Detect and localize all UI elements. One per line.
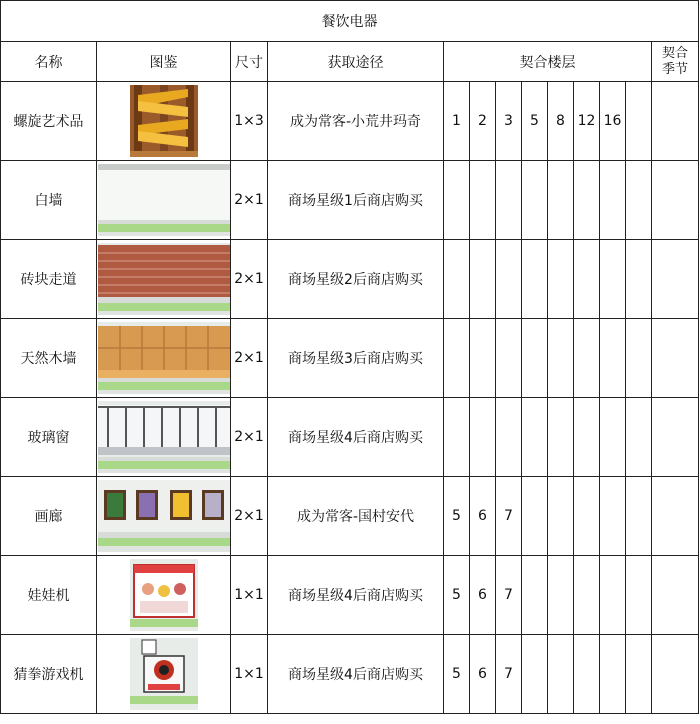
cell-floor bbox=[600, 398, 626, 477]
cell-floor bbox=[522, 319, 548, 398]
cell-floor: 2 bbox=[470, 82, 496, 161]
cell-source: 成为常客-国村安代 bbox=[268, 477, 444, 556]
cell-floor: 12 bbox=[574, 82, 600, 161]
cell-floor bbox=[626, 398, 652, 477]
cell-floor bbox=[626, 556, 652, 635]
cell-floor bbox=[496, 398, 522, 477]
wood-wall-icon bbox=[98, 322, 230, 394]
cell-floor bbox=[626, 240, 652, 319]
cell-source: 商场星级3后商店购买 bbox=[268, 319, 444, 398]
cell-floor bbox=[522, 240, 548, 319]
rps-machine-icon bbox=[130, 638, 198, 710]
cell-image bbox=[97, 240, 231, 319]
cell-name: 天然木墙 bbox=[1, 319, 97, 398]
cell-floor bbox=[600, 477, 626, 556]
table-row bbox=[1, 556, 699, 635]
header-season bbox=[652, 42, 699, 82]
cell-source: 商场星级2后商店购买 bbox=[268, 240, 444, 319]
white-wall-icon bbox=[98, 164, 230, 236]
cell-floor bbox=[574, 319, 600, 398]
cell-image bbox=[97, 635, 231, 714]
cell-floor: 3 bbox=[496, 82, 522, 161]
cell-name: 画廊 bbox=[1, 477, 97, 556]
cell-floor: 7 bbox=[496, 635, 522, 714]
cell-floor bbox=[496, 319, 522, 398]
cell-season bbox=[652, 82, 699, 161]
cell-floor bbox=[574, 635, 600, 714]
header-season-line1: 契合 bbox=[662, 45, 689, 61]
cell-name: 螺旋艺术品 bbox=[1, 82, 97, 161]
cell-floor bbox=[548, 635, 574, 714]
glass-window-icon bbox=[98, 401, 230, 473]
header-name: 名称 bbox=[1, 42, 97, 82]
cell-floor bbox=[548, 161, 574, 240]
cell-floor: 5 bbox=[444, 556, 470, 635]
cell-floor bbox=[522, 556, 548, 635]
cell-name: 猜拳游戏机 bbox=[1, 635, 97, 714]
cell-size: 2×1 bbox=[231, 240, 268, 319]
cell-floor: 7 bbox=[496, 556, 522, 635]
claw-machine-icon bbox=[130, 559, 198, 631]
table-row bbox=[1, 635, 699, 714]
header-floors: 契合楼层 bbox=[444, 42, 652, 82]
brick-wall-icon bbox=[98, 243, 230, 315]
cell-floor bbox=[600, 319, 626, 398]
cell-floor: 6 bbox=[470, 556, 496, 635]
cell-image bbox=[97, 398, 231, 477]
header-image: 图鉴 bbox=[97, 42, 231, 82]
cell-floor: 6 bbox=[470, 635, 496, 714]
cell-name: 砖块走道 bbox=[1, 240, 97, 319]
cell-floor bbox=[626, 161, 652, 240]
cell-floor bbox=[444, 240, 470, 319]
cell-floor: 5 bbox=[444, 477, 470, 556]
cell-image bbox=[97, 82, 231, 161]
cell-size: 2×1 bbox=[231, 398, 268, 477]
cell-floor bbox=[548, 319, 574, 398]
cell-floor bbox=[600, 635, 626, 714]
cell-floor bbox=[444, 319, 470, 398]
cell-size: 2×1 bbox=[231, 319, 268, 398]
header-size: 尺寸 bbox=[231, 42, 268, 82]
cell-name: 白墙 bbox=[1, 161, 97, 240]
cell-floor bbox=[470, 161, 496, 240]
cell-floor: 6 bbox=[470, 477, 496, 556]
cell-source: 商场星级1后商店购买 bbox=[268, 161, 444, 240]
cell-season bbox=[652, 556, 699, 635]
cell-name: 玻璃窗 bbox=[1, 398, 97, 477]
cell-image bbox=[97, 319, 231, 398]
cell-floor: 5 bbox=[444, 635, 470, 714]
cell-floor: 8 bbox=[548, 82, 574, 161]
cell-image bbox=[97, 556, 231, 635]
header-source: 获取途径 bbox=[268, 42, 444, 82]
cell-season bbox=[652, 398, 699, 477]
cell-floor bbox=[496, 240, 522, 319]
cell-floor bbox=[444, 398, 470, 477]
cell-floor bbox=[574, 398, 600, 477]
cell-floor bbox=[626, 635, 652, 714]
gallery-icon bbox=[98, 480, 230, 552]
cell-floor bbox=[600, 240, 626, 319]
cell-season bbox=[652, 240, 699, 319]
cell-name: 娃娃机 bbox=[1, 556, 97, 635]
table-row bbox=[1, 161, 699, 240]
cell-floor bbox=[522, 161, 548, 240]
cell-size: 1×1 bbox=[231, 556, 268, 635]
table-row bbox=[1, 319, 699, 398]
cell-floor bbox=[470, 240, 496, 319]
table-row bbox=[1, 398, 699, 477]
cell-floor bbox=[626, 319, 652, 398]
cell-floor bbox=[600, 161, 626, 240]
cell-floor bbox=[470, 398, 496, 477]
cell-source: 商场星级4后商店购买 bbox=[268, 635, 444, 714]
table-row bbox=[1, 82, 699, 161]
cell-floor: 1 bbox=[444, 82, 470, 161]
cell-source: 商场星级4后商店购买 bbox=[268, 398, 444, 477]
cell-size: 1×1 bbox=[231, 635, 268, 714]
cell-floor bbox=[574, 477, 600, 556]
cell-season bbox=[652, 319, 699, 398]
cell-floor bbox=[548, 398, 574, 477]
cell-floor bbox=[522, 477, 548, 556]
cell-floor bbox=[548, 477, 574, 556]
cell-floor: 5 bbox=[522, 82, 548, 161]
cell-source: 成为常客-小荒井玛奇 bbox=[268, 82, 444, 161]
cell-floor bbox=[522, 398, 548, 477]
cell-size: 2×1 bbox=[231, 477, 268, 556]
cell-season bbox=[652, 635, 699, 714]
spiral-slide-icon bbox=[130, 85, 198, 157]
cell-floor bbox=[574, 240, 600, 319]
cell-size: 1×3 bbox=[231, 82, 268, 161]
cell-floor bbox=[600, 556, 626, 635]
table-title: 餐饮电器 bbox=[1, 1, 699, 42]
cell-season bbox=[652, 477, 699, 556]
cell-floor bbox=[522, 635, 548, 714]
table-row bbox=[1, 477, 699, 556]
header-season-line2: 季节 bbox=[662, 61, 689, 77]
cell-image bbox=[97, 161, 231, 240]
cell-floor bbox=[548, 556, 574, 635]
cell-floor bbox=[444, 161, 470, 240]
cell-floor bbox=[574, 161, 600, 240]
cell-season bbox=[652, 161, 699, 240]
cell-floor bbox=[626, 477, 652, 556]
cell-floor bbox=[548, 240, 574, 319]
cell-floor bbox=[626, 82, 652, 161]
cell-source: 商场星级4后商店购买 bbox=[268, 556, 444, 635]
cell-size: 2×1 bbox=[231, 161, 268, 240]
cell-floor bbox=[470, 319, 496, 398]
cell-floor: 7 bbox=[496, 477, 522, 556]
cell-floor bbox=[496, 161, 522, 240]
cell-image bbox=[97, 477, 231, 556]
cell-floor bbox=[574, 556, 600, 635]
cell-floor: 16 bbox=[600, 82, 626, 161]
table-row bbox=[1, 240, 699, 319]
